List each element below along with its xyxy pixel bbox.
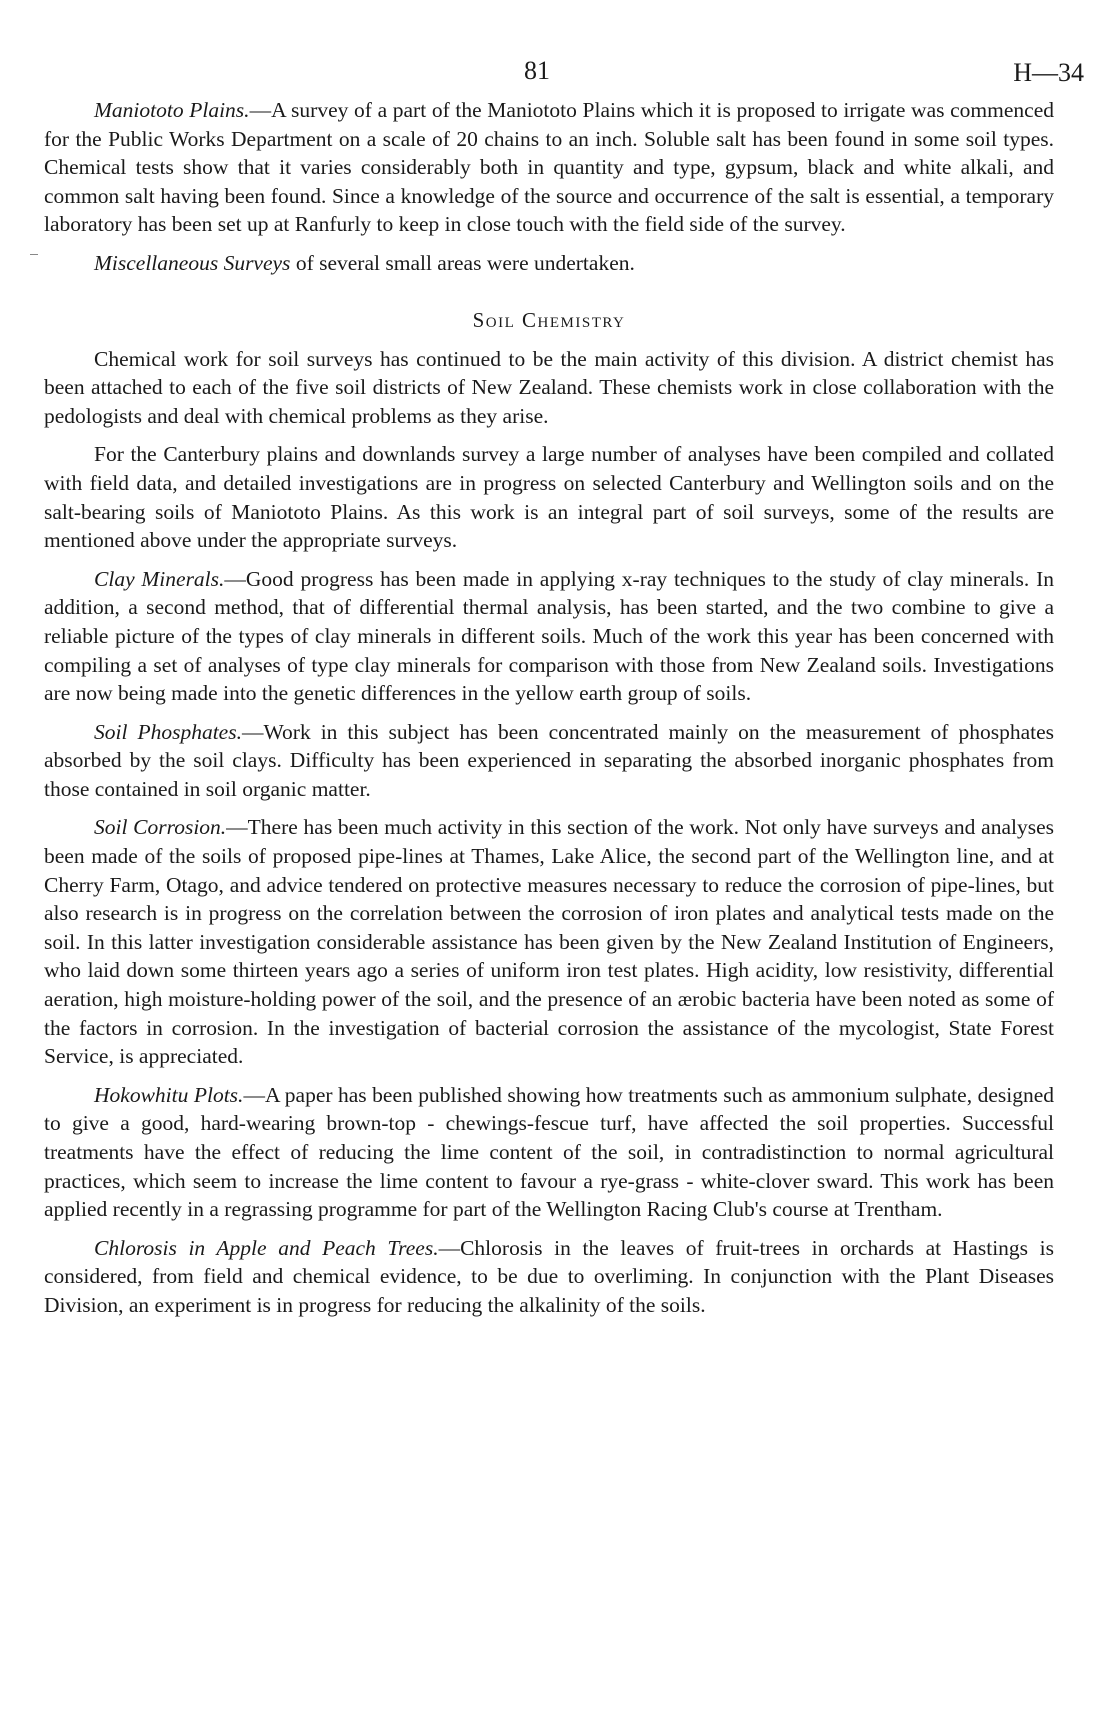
paragraph-soil-phosphates xyxy=(44,718,1054,804)
section-heading: Soil Chemistry xyxy=(472,307,626,332)
paragraph-lead: Soil Phosphates. xyxy=(94,719,242,744)
paragraph-chemical-work xyxy=(44,345,1054,431)
paragraph-text: —There has been much activity in this section of the work. Not only have surveys and analyses been made of the soils of proposed pipe-lines at Thames, Lake Alice, the second part of the Wellington line, and at Cherry Farm, Otago, and advice tendered on protective measures necessary to reduce the corrosion of pipe-lines, but also research is in progress on the correlation between the corrosion of iron plates and analytical tests made on the soil. In this latter investigation considerable assistance has been given by the New Zealand Institution of Engineers, who laid down some thirteen years ago a series of uniform iron test plates. High acidity, low resistivity, differential aeration, high moisture-holding power of the soil, and the presence of an ærobic bacteria have been noted as some of the factors in corrosion. In the investigation of bacterial corrosion the assistance of the mycologist, State Forest Service, is appreciated. xyxy=(44,815,1054,1069)
document-code: H—34 xyxy=(1013,58,1084,87)
paragraph-lead: Miscellaneous Surveys xyxy=(94,250,291,275)
paragraph-text: —Good progress has been made in applying x-ray techniques to the study of clay minerals. In addition, a second method, that of differential thermal analysis, has been started, and the two combine to give a reliable picture of the types of clay minerals in different soils. Much of the work this year has been concerned with compiling a set of analyses of type clay minerals for comparison with those from New Zealand soils. Investigations are now being made into the genetic differences in the yellow earth group of soils. xyxy=(44,566,1054,706)
margin-mark xyxy=(30,254,38,255)
paragraph-miscellaneous-surveys xyxy=(44,249,1054,278)
page-header xyxy=(44,56,1084,96)
page-number: 81 xyxy=(524,56,550,85)
paragraph-canterbury-plains xyxy=(44,440,1054,554)
document-page xyxy=(44,56,1084,1330)
paragraph-text: Chemical work for soil surveys has continued to be the main activity of this division. A district chemist has been attached to each of the five soil districts of New Zealand. These chemists work in close collaboration with the pedologists and deal with chemical problems as they arise. xyxy=(44,346,1054,428)
paragraph-lead: Hokowhitu Plots. xyxy=(94,1082,244,1107)
paragraph-text: —A paper has been published showing how treatments such as ammonium sulphate, designed to give a good, hard-wearing brown-top - chewings-fescue turf, have affected the soil properties. Successful treatments have the effect of reducing the lime content of the soil, in contradistinction to normal agricultural practices, which seem to increase the lime content to favour a rye-grass - white-clover sward. This work has been applied recently in a regrassing programme for part of the Wellington Racing Club's course at Trentham. xyxy=(44,1082,1054,1222)
paragraph-hokowhitu-plots xyxy=(44,1081,1054,1224)
paragraph-text: —Work in this subject has been concentrated mainly on the measurement of phosphates absorbed by the soil clays. Difficulty has been experienced in separating the absorbed inorganic phosphates from those contained in soil organic matter. xyxy=(44,719,1054,801)
paragraph-soil-corrosion xyxy=(44,813,1054,1070)
paragraph-lead: Maniototo Plains. xyxy=(94,98,250,122)
paragraph-lead: Chlorosis in Apple and Peach Trees. xyxy=(94,1235,439,1260)
paragraph-text: For the Canterbury plains and downlands survey a large number of analyses have been compiled and collated with field data, and detailed investigations are in progress on selected Canterbury and Wellington soils and on the salt-bearing soils of Maniototo Plains. As this work is an integral part of soil surveys, some of the results are mentioned above under the appropriate surveys. xyxy=(44,442,1054,553)
paragraph-text: —A survey of a part of the Maniototo Plains which it is proposed to irrigate was commenced for the Public Works Department on a scale of 20 chains to an inch. Soluble salt has been found in some soil types. Chemical tests show that it varies considerably both in quantity and type, gypsum, black and white alkali, and common salt having been found. Since a knowledge of the source and occurrence of the salt is essential, a temporary laboratory has been set up at Ranfurly to keep in close touch with the field side of the survey. xyxy=(44,98,1055,237)
paragraph-lead: Soil Corrosion. xyxy=(94,815,227,840)
paragraph-text: —Chlorosis in the leaves of fruit-trees in orchards at Hastings is considered, from field and chemical evidence, to be due to overliming. In conjunction with the Plant Diseases Division, an experiment is in progress for reducing the alkalinity of the soils. xyxy=(44,1235,1054,1317)
paragraph-lead: Clay Minerals. xyxy=(94,566,225,591)
paragraph-text: of several small areas were undertaken. xyxy=(290,250,635,275)
paragraph-maniototo-plains xyxy=(44,96,1054,239)
paragraph-chlorosis xyxy=(44,1234,1054,1320)
paragraph-clay-minerals xyxy=(44,565,1054,708)
